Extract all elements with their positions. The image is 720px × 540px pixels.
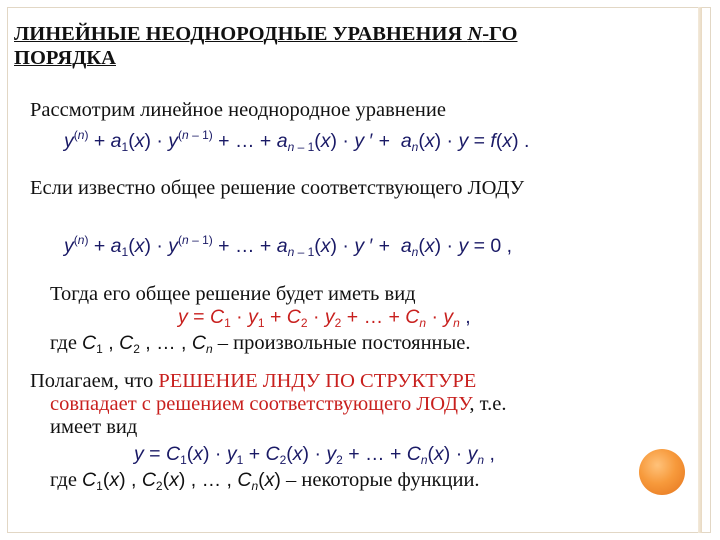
lndu-equation: $y^{(n)} + a_1(x) \cdot y^{(n - 1)}$ + … + $a_{n - 1}(x) \cdot y$ ′ + $a_n(x) \cdot y = f(x)$ . [64, 128, 530, 154]
lodu-intro-text: Если известно общее решение соответствующего ЛОДУ [30, 177, 525, 199]
variation-formula: $y = C_1(x) \cdot y_1 + C_2(x) \cdot y_2$ + … + $C_n(x) \cdot y_n$ , [134, 443, 495, 467]
assume-highlight2: совпадает с решением соответствующего ЛОДУ [50, 393, 470, 415]
constants-line: где $C_1$ , $C_2$ , … , $C_n$ – произвольные постоянные. [50, 332, 471, 356]
general-solution-formula: $y = C_1 \cdot y_1 + C_2 \cdot y_2$ + … + $C_n \cdot y_n$ , [178, 306, 471, 330]
lodu-equation: $y^{(n)} + a_1(x) \cdot y^{(n - 1)}$ + … + $a_{n - 1}(x) \cdot y$ ′ + $a_n(x) \cdot y = 0$ , [64, 233, 513, 259]
title-line2: ПОРЯДКА [14, 47, 116, 69]
assume-lead: Полагаем, что [30, 370, 159, 392]
intro-text: Рассмотрим линейное неоднородное уравнение [30, 99, 446, 121]
functions-note: – некоторые функции. [280, 469, 480, 491]
general-solution-intro: Тогда его общее решение будет иметь вид [50, 283, 416, 305]
assume-line2 [50, 392, 506, 416]
functions-line: где $C_1(x)$ , $C_2(x)$ , … , $C_n(x)$ – некоторые функции. [50, 469, 480, 493]
title-line1-suffix: -ГО [482, 23, 518, 45]
assume-tail: , т.е. [469, 393, 507, 415]
assume-line1 [30, 369, 476, 393]
title-n: N [467, 23, 483, 45]
assume-highlight: РЕШЕНИЕ ЛНДУ ПО СТРУКТУРЕ [158, 370, 477, 392]
assume-line3: имеет вид [50, 416, 138, 438]
orange-circle-decoration [639, 449, 685, 495]
slide-title [14, 22, 704, 70]
where-label: где [50, 332, 77, 354]
slide-edge-stripe [698, 7, 702, 533]
title-line1-prefix: ЛИНЕЙНЫЕ НЕОДНОРОДНЫЕ УРАВНЕНИЯ [14, 23, 468, 45]
constants-note: – произвольные постоянные. [212, 332, 471, 354]
where-label-2: где [50, 469, 77, 491]
